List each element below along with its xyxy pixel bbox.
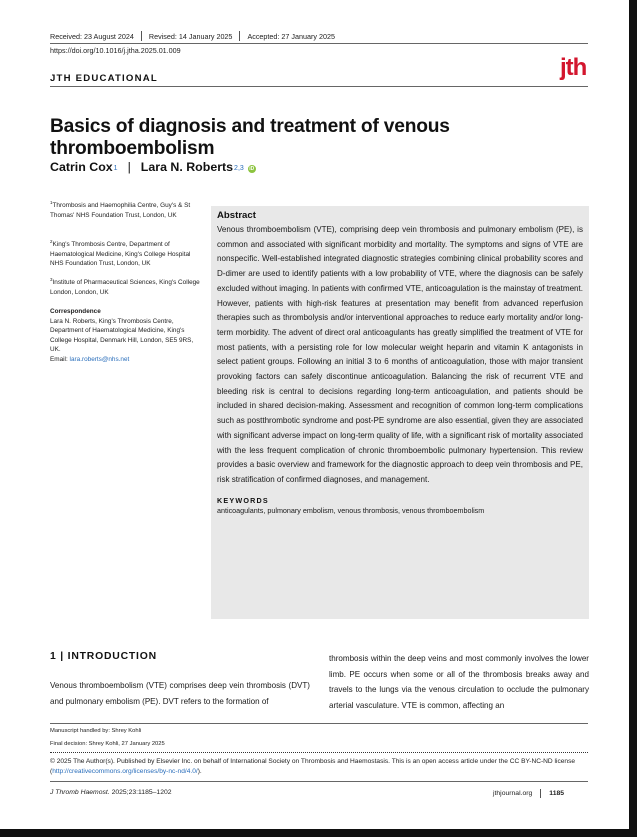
footer-bottom-rule	[50, 781, 588, 782]
page-number: 1185	[549, 790, 565, 797]
received-date: Received: 23 August 2024	[50, 31, 134, 41]
affiliation: $^2$King's Thrombosis Centre, Department of Haematological Medicine, King's College Hospital NHS Foundation Trust, London, UK	[50, 239, 191, 268]
intro-text-left: Venous thromboembolism (VTE) comprises deep vein thrombosis (DVT) and pulmonary embolism (PE). DVT refers to the formation of	[50, 681, 310, 706]
journal-citation: J Thromb Haemost. 2025;23:1185–1202	[50, 789, 172, 796]
author-separator: |	[127, 160, 131, 174]
header-rule	[50, 43, 588, 44]
author-name[interactable]: Lara N. Roberts	[140, 160, 234, 174]
affiliation: $^1$Thrombosis and Haemophilia Centre, Guy's & St Thomas' NHS Foundation Trust, London, UK	[50, 200, 191, 219]
footer-rule	[50, 723, 588, 724]
affiliation: $^3$Institute of Pharmaceutical Sciences, King's College London, London, UK	[50, 277, 200, 296]
journal-site-link[interactable]: jthjournal.org	[493, 790, 533, 797]
correspondence	[50, 307, 200, 365]
accepted-date: Accepted: 27 January 2025	[247, 31, 335, 41]
abstract-box	[211, 206, 589, 619]
manuscript-handled: Manuscript handled by: Shrey Kohli	[50, 728, 142, 734]
journal-site	[493, 789, 564, 798]
revised-date: Revised: 14 January 2025	[148, 31, 233, 41]
orcid-icon[interactable]: iD	[249, 166, 255, 172]
section-label: JTH EDUCATIONAL	[50, 73, 158, 84]
final-decision: Final decision: Shrey Kohli, 27 January 2025	[50, 741, 165, 747]
author-name[interactable]: Catrin Cox	[50, 160, 113, 174]
intro-text-right: thrombosis within the deep veins and most commonly involves the lower limb. PE occurs when some or all of the thrombosis breaks away and travels to the lungs via the venous circulation to occlude the pulmonary arterial vasculature. VTE is common, affecting an	[329, 654, 589, 710]
email-link[interactable]: lara.roberts@nhs.net	[69, 355, 130, 363]
author-list	[50, 160, 256, 174]
section-heading-introduction: 1 | INTRODUCTION	[50, 651, 157, 662]
footer-dotted-rule	[50, 752, 588, 753]
license-link[interactable]: http://creativecommons.org/licenses/by-nc-nd/4.0/	[52, 768, 198, 775]
keywords-heading: KEYWORDS	[217, 495, 269, 505]
abstract-heading: Abstract	[217, 210, 256, 221]
email-label: Email:	[50, 355, 70, 363]
article-title: Basics of diagnosis and treatment of venous thromboembolism	[50, 116, 450, 159]
journal-logo: jth	[560, 54, 587, 81]
copyright-notice: © 2025 The Author(s). Published by Elsevier Inc. on behalf of International Society on Thrombosis and Haemostasis. This is an open access article under the CC BY-NC-ND license (http://creativecommons.org/licenses/by-nc-nd/4.0/).	[50, 758, 576, 775]
author-affil-sup[interactable]: 2,3	[234, 165, 244, 172]
article-dates	[50, 31, 335, 41]
correspondence-heading: Correspondence	[50, 308, 101, 315]
abstract-body: Venous thromboembolism (VTE), comprising deep vein thrombosis and pulmonary embolism (PE), is common and associated with significant morbidity and mortality. The symptoms and signs of VTE are nonspecific. Well-established integrated diagnostic strategies combining clinical probability scores and D-dimer are used to identify patients with a low probability of VTE, where the diagnosis can be safely excluded without imaging. In patients with confirmed VTE, anticoagulation is the mainstay of treatment. However, patients with high-risk features at presentation may benefit from advanced reperfusion therapies such as thrombolysis and/or interventional approaches to reduce early mortality and/or long-term morbidity. The advent of direct oral anticoagulants has greatly simplified the treatment of VTE for most patients, with a persisting role for low molecular weight heparin and vitamin K antagonists in select patient groups. Following an initial 3 to 6 months of anticoagulation, those with major transient provoking factors can safely discontinue anticoagulation. Balancing the risk of recurrent VTE and bleeding risk is central to decisions regarding long-term anticoagulation, and patients should be included in shared decision-making. Assessment and recognition of common long-term complications such as postthrombotic syndrome and post-PE syndrome are also essential, given they are associated with significant adverse impact on long-term quality of life, with a significant risk of mortality associated with the less frequent complication of chronic thromboembolic pulmonary hypertension. This review provides a basic overview and framework for the diagnostic approach to deep vein thrombosis and PE, risk stratification of confirmed diagnoses, and management.	[217, 225, 583, 484]
doi-link[interactable]: https://doi.org/10.1016/j.jtha.2025.01.009	[50, 46, 181, 55]
author-affil-sup[interactable]: 1	[113, 165, 118, 172]
section-rule	[50, 86, 588, 87]
correspondence-address: Lara N. Roberts, King's Thrombosis Centre, Department of Haematological Medicine, King's College Hospital, Denmark Hill, London, SE5 9RS, UK.	[50, 317, 194, 354]
keywords: anticoagulants, pulmonary embolism, venous thrombosis, venous thromboembolism	[217, 505, 485, 515]
